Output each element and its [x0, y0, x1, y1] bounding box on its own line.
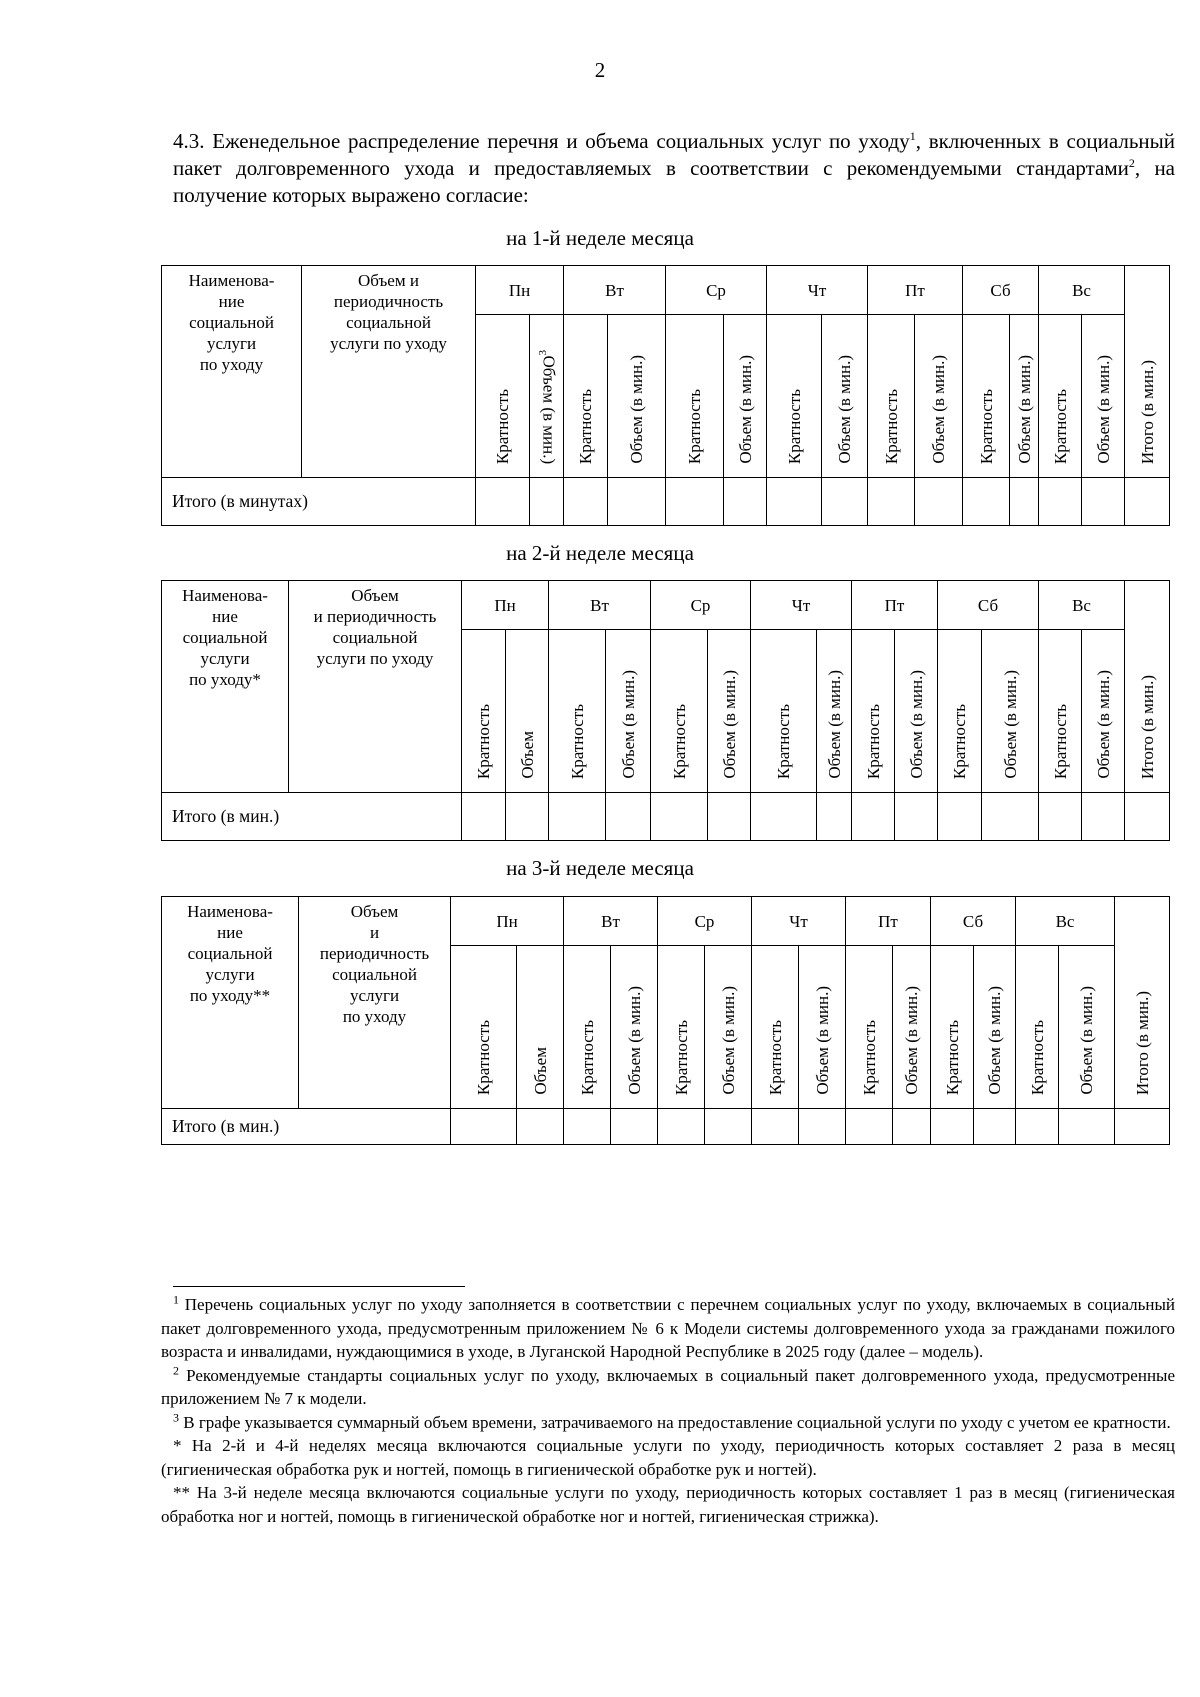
total-cell[interactable]: [1059, 1109, 1115, 1145]
mon-volume-header: Объем (в мин.)$^3$: [530, 315, 564, 478]
day-header-wed: Ср: [651, 581, 751, 630]
total-cell[interactable]: [963, 478, 1010, 526]
total-cell[interactable]: [1039, 478, 1082, 526]
sat-frequency-header: Кратность: [938, 630, 982, 793]
tue-volume-header: Объем (в мин.): [611, 946, 658, 1109]
total-cell[interactable]: [931, 1109, 974, 1145]
total-min-header: Итого (в мин.): [1125, 266, 1170, 478]
total-cell[interactable]: [1082, 478, 1125, 526]
footnote-mark: 2: [173, 1362, 179, 1377]
footnote-mark: *: [173, 1436, 182, 1455]
wed-volume-header: Объем (в мин.): [705, 946, 752, 1109]
total-cell[interactable]: [767, 478, 822, 526]
total-cell[interactable]: [1125, 478, 1170, 526]
thu-volume-header: Объем (в мин.): [799, 946, 846, 1109]
wed-frequency-header: Кратность: [651, 630, 708, 793]
total-cell[interactable]: [608, 478, 666, 526]
fri-volume-header: Объем (в мин.): [895, 630, 938, 793]
total-cell[interactable]: [705, 1109, 752, 1145]
total-cell[interactable]: [1115, 1109, 1170, 1145]
total-cell[interactable]: [666, 478, 724, 526]
total-cell[interactable]: [751, 793, 817, 841]
footnote-double-star: [161, 1481, 1175, 1528]
week-3-table: [161, 896, 1170, 1145]
day-header-mon: Пн: [476, 266, 564, 315]
sun-frequency-header: Кратность: [1039, 630, 1082, 793]
service-volume-header: Объем и периодичность социальной услуги по уходу: [289, 581, 462, 793]
mon-frequency-header: Кратность: [476, 315, 530, 478]
service-name-header: Наименова- ние социальной услуги по уходу**: [162, 897, 299, 1109]
day-header-tue: Вт: [564, 266, 666, 315]
sat-volume-header: Объем (в мин.): [974, 946, 1016, 1109]
wed-frequency-header: Кратность: [658, 946, 705, 1109]
service-name-header: Наименова- ние социальной услуги по уходу: [162, 266, 302, 478]
day-header-sun: Вс: [1039, 581, 1125, 630]
wed-volume-header: Объем (в мин.): [724, 315, 767, 478]
day-header-sat: Сб: [963, 266, 1039, 315]
fri-frequency-header: Кратность: [846, 946, 893, 1109]
total-cell[interactable]: [651, 793, 708, 841]
tue-frequency-header: Кратность: [564, 315, 608, 478]
day-header-fri: Пт: [846, 897, 931, 946]
total-row-label: Итого (в мин.): [162, 793, 462, 841]
day-header-mon: Пн: [451, 897, 564, 946]
day-header-sun: Вс: [1016, 897, 1115, 946]
total-cell[interactable]: [893, 1109, 931, 1145]
sat-volume-header: Объем (в мин.): [1010, 315, 1039, 478]
total-cell[interactable]: [915, 478, 963, 526]
day-header-thu: Чт: [767, 266, 868, 315]
total-cell[interactable]: [852, 793, 895, 841]
service-name-header: Наименова- ние социальной услуги по уходу*: [162, 581, 289, 793]
total-cell[interactable]: [708, 793, 751, 841]
total-cell[interactable]: [564, 1109, 611, 1145]
total-cell[interactable]: [817, 793, 852, 841]
total-cell[interactable]: [506, 793, 549, 841]
tue-frequency-header: Кратность: [549, 630, 606, 793]
mon-volume-header: Объем: [517, 946, 564, 1109]
day-header-mon: Пн: [462, 581, 549, 630]
total-cell[interactable]: [822, 478, 868, 526]
footnote-text: В графе указывается суммарный объем времени, затрачиваемого на предоставление социальной услуги по уходу с учетом ее кратности.: [183, 1412, 1171, 1432]
week-2-table: [161, 580, 1170, 841]
footnote-ref-1[interactable]: 1: [909, 129, 916, 143]
total-cell[interactable]: [451, 1109, 517, 1145]
thu-volume-header: Объем (в мин.): [817, 630, 852, 793]
total-cell[interactable]: [658, 1109, 705, 1145]
total-cell[interactable]: [938, 793, 982, 841]
thu-frequency-header: Кратность: [767, 315, 822, 478]
footnote-mark: **: [173, 1483, 190, 1502]
day-header-fri: Пт: [868, 266, 963, 315]
day-header-wed: Ср: [666, 266, 767, 315]
total-cell[interactable]: [1125, 793, 1170, 841]
total-cell[interactable]: [611, 1109, 658, 1145]
week-1-title: на 1-й неделе месяца: [506, 226, 694, 250]
week-3-title: на 3-й неделе месяца: [506, 856, 694, 880]
footnote-text: На 3-й неделе месяца включаются социальные услуги по уходу, периодичность которых составляет 1 раз в месяц (гигиеническая обработка ног и ногтей, помощь в гигиенической обработке ног и ногтей, гигиеническая стрижка).: [161, 1483, 1175, 1526]
total-cell[interactable]: [606, 793, 651, 841]
footnote-star: [161, 1434, 1175, 1481]
total-cell[interactable]: [982, 793, 1039, 841]
footnote-text: Рекомендуемые стандарты социальных услуг по уходу, включаемых в социальный пакет долговременного ухода, предусмотренные приложением № 7 к модели.: [161, 1365, 1176, 1408]
mon-frequency-header: Кратность: [451, 946, 517, 1109]
sun-volume-header: Объем (в мин.): [1059, 946, 1115, 1109]
total-cell[interactable]: [517, 1109, 564, 1145]
day-header-wed: Ср: [658, 897, 752, 946]
section-intro: [173, 128, 1175, 209]
total-min-header: Итого (в мин.): [1125, 581, 1170, 793]
day-header-sat: Сб: [938, 581, 1039, 630]
footnotes: [161, 1293, 1175, 1528]
wed-frequency-header: Кратность: [666, 315, 724, 478]
footnote-2: [161, 1364, 1175, 1411]
total-cell[interactable]: [1010, 478, 1039, 526]
total-cell[interactable]: [895, 793, 938, 841]
total-row-label: Итого (в мин.): [162, 1109, 451, 1145]
fri-volume-header: Объем (в мин.): [893, 946, 931, 1109]
sun-frequency-header: Кратность: [1016, 946, 1059, 1109]
footnote-1: [161, 1293, 1175, 1364]
day-header-sun: Вс: [1039, 266, 1125, 315]
total-cell[interactable]: [1039, 793, 1082, 841]
footnote-3: [161, 1411, 1175, 1435]
footnote-divider: [173, 1286, 465, 1287]
tue-frequency-header: Кратность: [564, 946, 611, 1109]
sat-volume-header: Объем (в мин.): [982, 630, 1039, 793]
total-cell[interactable]: [724, 478, 767, 526]
intro-text-2: , включенных в социальный пакет долговременного ухода и предоставляемых в соответствии с рекомендуемыми стандартами: [173, 129, 1175, 180]
sat-frequency-header: Кратность: [963, 315, 1010, 478]
footnote-ref-2[interactable]: 2: [1128, 156, 1135, 170]
total-min-header: Итого (в мин.): [1115, 897, 1170, 1109]
day-header-tue: Вт: [549, 581, 651, 630]
total-cell[interactable]: [1082, 793, 1125, 841]
sun-volume-header: Объем (в мин.): [1082, 315, 1125, 478]
page-number: 2: [594, 58, 606, 82]
day-header-tue: Вт: [564, 897, 658, 946]
footnote-text: На 2-й и 4-й неделях месяца включаются социальные услуги по уходу, периодичность которых составляет 2 раза в месяц (гигиеническая обработка рук и ногтей, помощь в гигиенической обработке рук и ногтей).: [161, 1436, 1176, 1479]
footnote-text: Перечень социальных услуг по уходу заполняется в соответствии с перечнем социальных услуг по уходу, включаемых в социальный пакет долговременного ухода, предусмотренным приложением № 6 к Модели системы долговременного ухода за гражданами пожилого возраста и инвалидами, нуждающимися в уходе, в Луганской Народной Республике в 2025 году (далее – модель).: [161, 1295, 1175, 1361]
total-cell[interactable]: [564, 478, 608, 526]
day-header-thu: Чт: [752, 897, 846, 946]
intro-text-1: 4.3. Еженедельное распределение перечня и объема социальных услуг по уходу: [173, 129, 910, 153]
footnote-mark: 1: [173, 1292, 179, 1307]
total-cell[interactable]: [868, 478, 915, 526]
thu-frequency-header: Кратность: [752, 946, 799, 1109]
total-cell[interactable]: [846, 1109, 893, 1145]
mon-frequency-header: Кратность: [462, 630, 506, 793]
total-cell[interactable]: [530, 478, 564, 526]
total-row-label: Итого (в минутах): [162, 478, 476, 526]
total-cell[interactable]: [1016, 1109, 1059, 1145]
wed-volume-header: Объем (в мин.): [708, 630, 751, 793]
thu-frequency-header: Кратность: [751, 630, 817, 793]
week-1-table: [161, 265, 1170, 526]
footnote-mark: 3: [173, 1409, 179, 1424]
thu-volume-header: Объем (в мин.): [822, 315, 868, 478]
sun-frequency-header: Кратность: [1039, 315, 1082, 478]
total-cell[interactable]: [462, 793, 506, 841]
fri-frequency-header: Кратность: [868, 315, 915, 478]
day-header-sat: Сб: [931, 897, 1016, 946]
sat-frequency-header: Кратность: [931, 946, 974, 1109]
total-cell[interactable]: [974, 1109, 1016, 1145]
mon-volume-header: Объем: [506, 630, 549, 793]
sun-volume-header: Объем (в мин.): [1082, 630, 1125, 793]
tue-volume-header: Объем (в мин.): [606, 630, 651, 793]
total-cell[interactable]: [752, 1109, 799, 1145]
service-volume-header: Объем и периодичность социальной услуги по уходу: [302, 266, 476, 478]
intro-text-3: , на получение которых выражено согласие:: [173, 156, 1176, 207]
day-header-fri: Пт: [852, 581, 938, 630]
total-cell[interactable]: [799, 1109, 846, 1145]
fri-frequency-header: Кратность: [852, 630, 895, 793]
day-header-thu: Чт: [751, 581, 852, 630]
footnote-ref-3: 3: [537, 349, 550, 356]
total-cell[interactable]: [549, 793, 606, 841]
total-cell[interactable]: [476, 478, 530, 526]
fri-volume-header: Объем (в мин.): [915, 315, 963, 478]
tue-volume-header: Объем (в мин.): [608, 315, 666, 478]
service-volume-header: Объем и периодичность социальной услуги по уходу: [299, 897, 451, 1109]
week-2-title: на 2-й неделе месяца: [506, 541, 694, 565]
